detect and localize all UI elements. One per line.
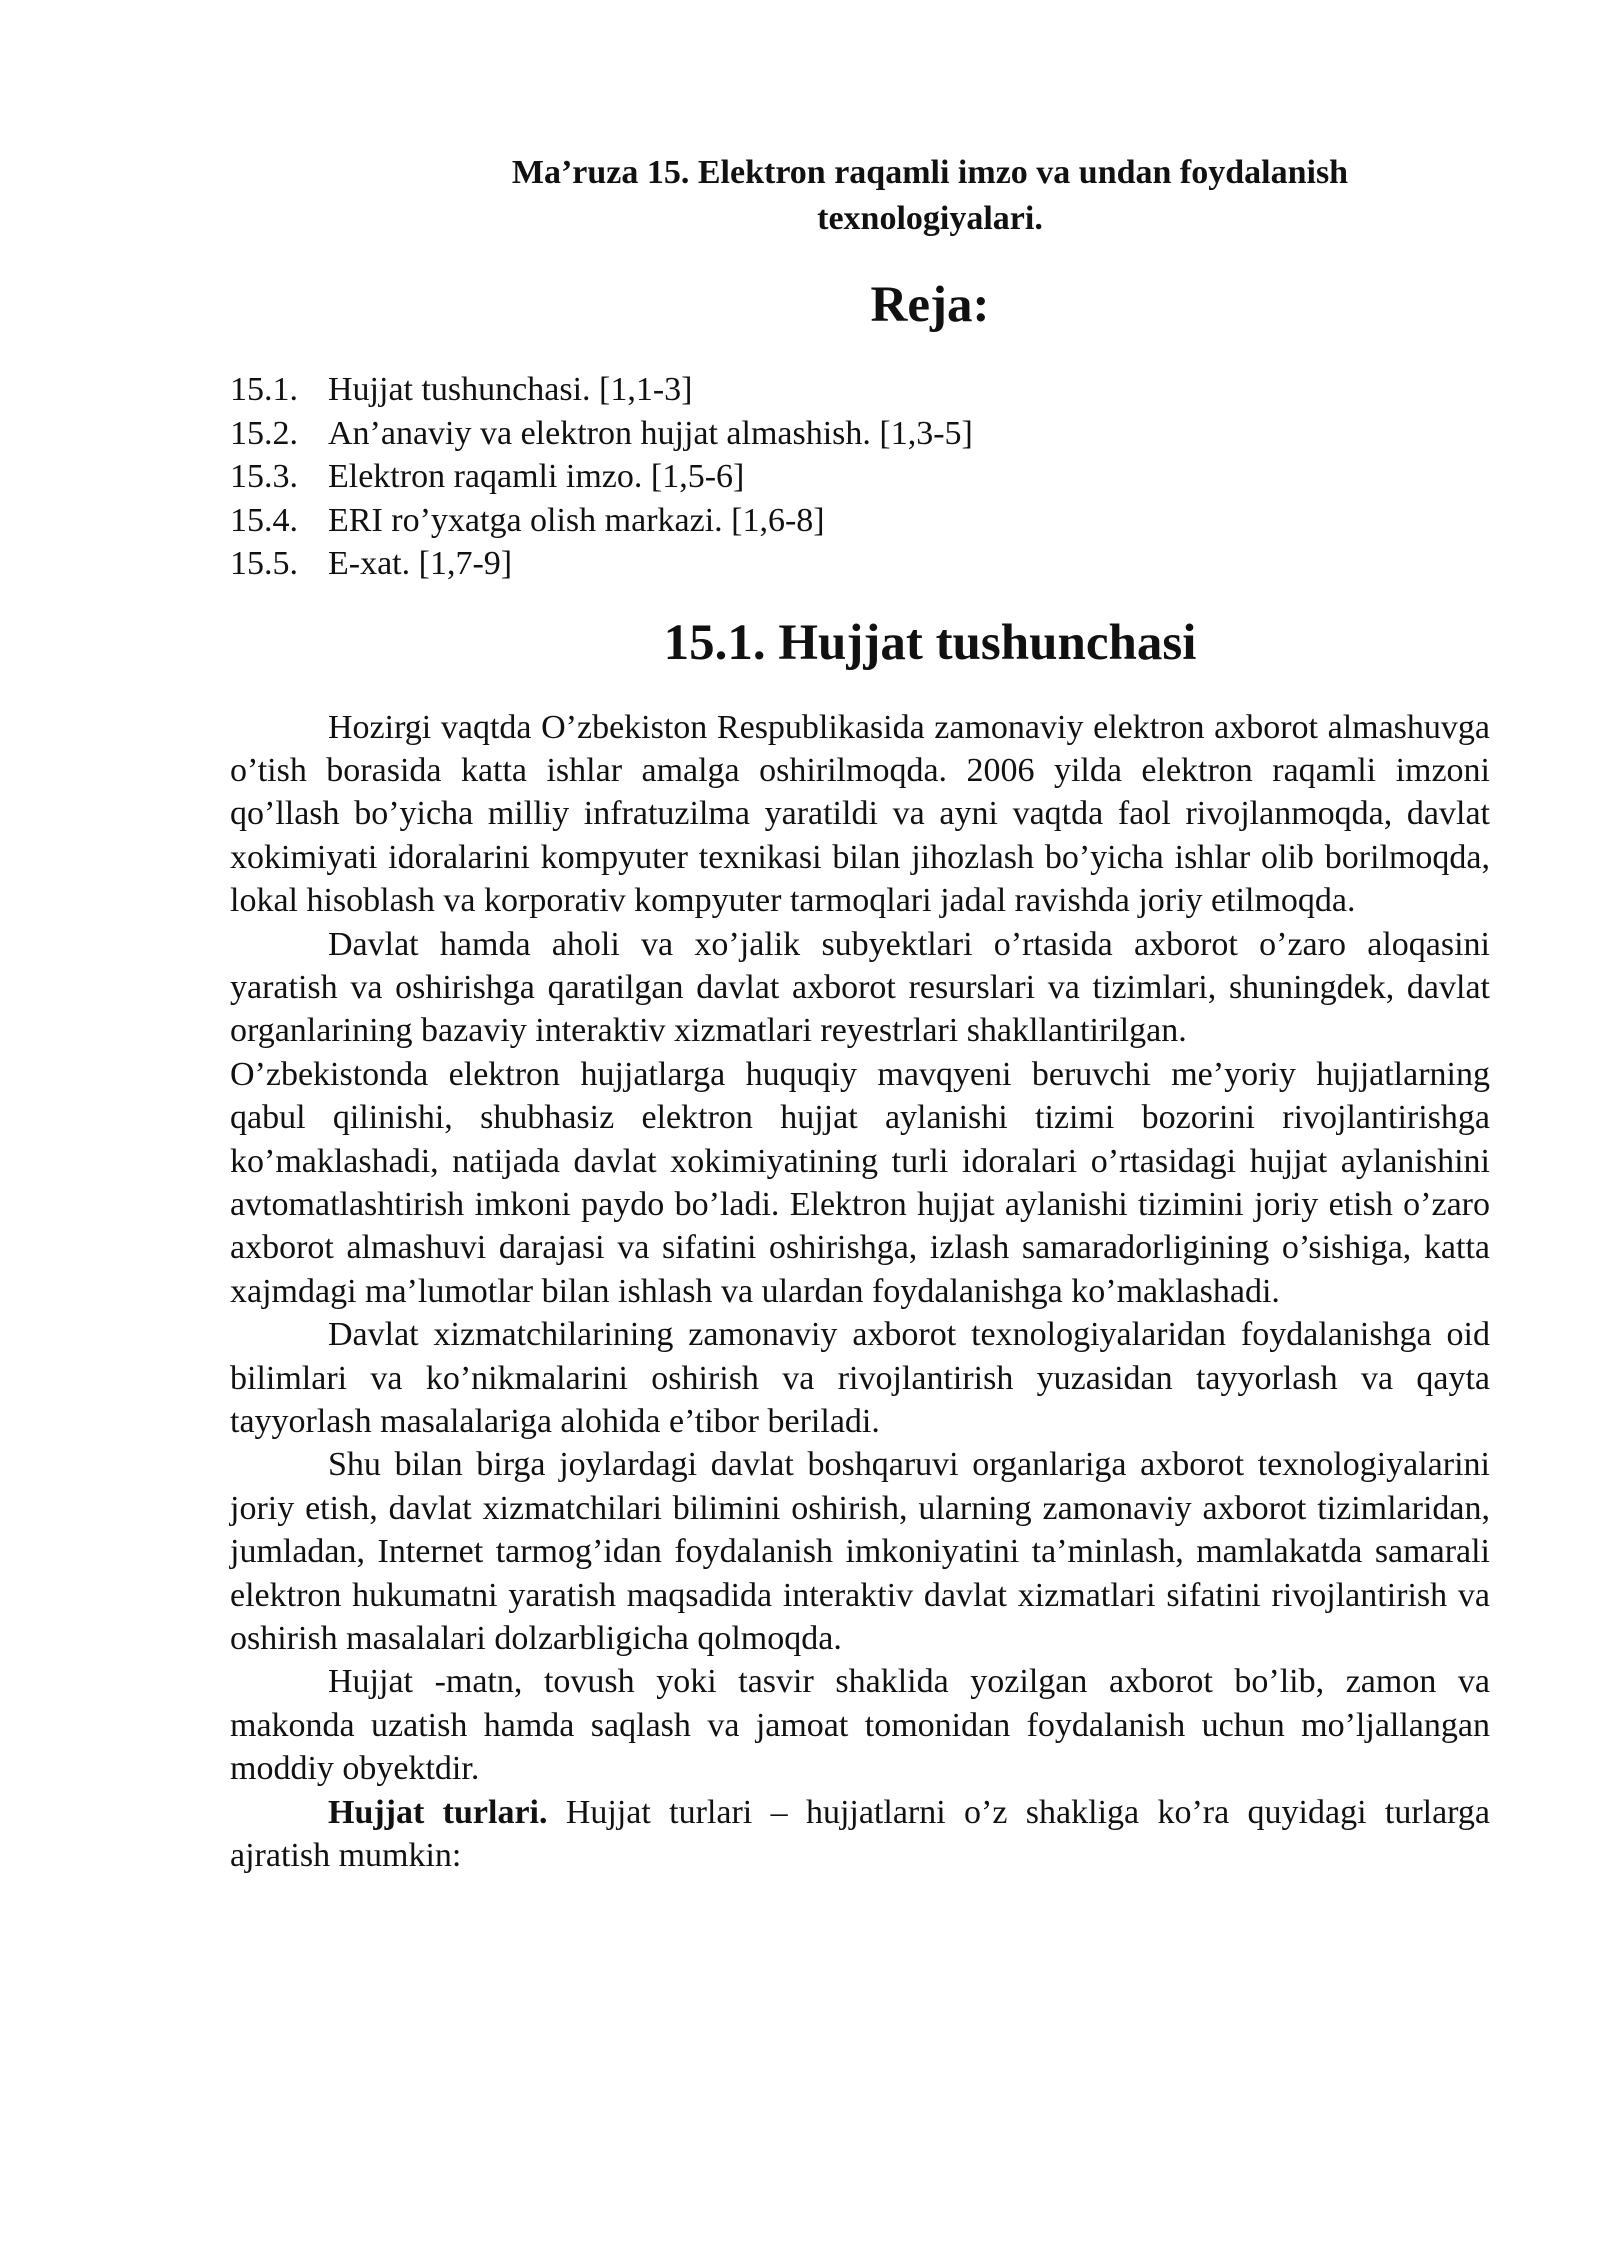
body-text — [230, 706, 1490, 1878]
plan-item-number: 15.4. — [230, 501, 298, 539]
document-page — [230, 150, 1490, 1877]
plan-item — [230, 412, 1490, 456]
body-paragraph: O’zbekistonda elektron hujjatlarga huquqiy mavqyeni beruvchi me’yoriy hujjatlarning qabul qilinishi, shubhasiz elektron hujjat aylanishi tizimi bozorini rivojlantirishga ko’maklashadi, natijada davlat xokimiyatining turli idoralari o’rtasidagi hujjat aylanishini avtomatlashtirish imkoni paydo bo’ladi. Elektron hujjat aylanishi tizimini joriy etish o’zaro axborot almashuvi darajasi va sifatini oshirishga, izlash samaradorligining o’sishiga, katta xajmdagi ma’lumotlar bilan ishlash va ulardan foydalanishga ko’maklashadi. — [230, 1055, 1490, 1310]
plan-item-text: E-xat. [1,7-9] — [328, 545, 513, 582]
plan-item-text: Hujjat tushunchasi. [1,1-3] — [328, 371, 693, 408]
body-paragraph: Shu bilan birga joylardagi davlat boshqaruvi organlariga axborot texnologiyalarini joriy etish, davlat xizmatchilari bilimini oshirish, ularning zamonaviy axborot tizimlaridan, jumladan, Internet tarmog’idan foydalanish imkoniyatini ta’minlash, mamlakatda samarali elektron hukumatni yaratish maqsadida interaktiv davlat xizmatlari sifatini rivojlantirish va oshirish masalalari dolzarbligicha qolmoqda. — [230, 1446, 1490, 1658]
document-types-lead: Hujjat turlari. — [328, 1793, 548, 1831]
plan-item-number: 15.2. — [230, 414, 298, 452]
plan-item — [230, 455, 1490, 499]
document-types-text: Hujjat turlari – hujjatlarni o’z shakliga ko’ra quyidagi turlarga ajratish mumkin: — [230, 1793, 1490, 1875]
plan-list — [230, 368, 1490, 586]
body-paragraph: Davlat xizmatchilarining zamonaviy axborot texnologiyalaridan foydalanishga oid bilimlari va ko’nikmalarini oshirish va rivojlantirish yuzasidan tayyorlash va qayta tayyorlash masalalariga alohida e’tibor beriladi. — [230, 1316, 1490, 1440]
section-heading: 15.1. Hujjat tushunchasi — [663, 614, 1197, 671]
body-paragraph: Davlat hamda aholi va xo’jalik subyektlari o’rtasida axborot o’zaro aloqasini yaratish va oshirishga qaratilgan davlat axborot resurslari va tizimlari, shuningdek, davlat organlarining bazaviy interaktiv xizmatlari reyestrlari shakllantirilgan. — [230, 925, 1490, 1050]
body-paragraph: Hujjat -matn, tovush yoki tasvir shaklida yozilgan axborot bo’lib, zamon va makonda uzatish hamda saqlash va jamoat tomonidan foydalanish uchun mo’ljallangan moddiy obyektdir. — [230, 1663, 1490, 1788]
plan-item-number: 15.3. — [230, 458, 298, 495]
plan-item — [230, 368, 1490, 412]
lecture-title — [230, 150, 1490, 242]
plan-item-number: 15.5. — [230, 545, 298, 582]
plan-item — [230, 499, 1490, 543]
body-paragraph: Hozirgi vaqtda O’zbekiston Respublikasida zamonaviy elektron axborot almashuvga o’tish borasida katta ishlar amalga oshirilmoqda. 2006 yilda elektron raqamli imzoni qo’llash bo’yicha milliy infratuzilma yaratildi va ayni vaqtda faol rivojlanmoqda, davlat xokimiyati idoralarini kompyuter texnikasi bilan jihozlash bo’yicha ishlar olib borilmoqda, lokal hisoblash va korporativ kompyuter tarmoqlari jadal ravishda joriy etilmoqda. — [230, 708, 1490, 920]
plan-item-text: Elektron raqamli imzo. [1,5-6] — [328, 458, 745, 495]
plan-item — [230, 542, 1490, 586]
body-paragraph-document-types — [230, 1791, 1490, 1878]
lecture-title-line-1: Ma’ruza 15. Elektron raqamli imzo va undan foydalanish — [511, 154, 1349, 191]
plan-heading: Reja: — [870, 277, 990, 333]
lecture-title-line-2: texnologiyalari. — [817, 200, 1043, 237]
plan-item-text: An’anaviy va elektron hujjat almashish. [1,3-5] — [328, 414, 973, 452]
plan-item-text: ERI ro’yxatga olish markazi. [1,6-8] — [328, 501, 825, 539]
plan-item-number: 15.1. — [230, 371, 298, 408]
